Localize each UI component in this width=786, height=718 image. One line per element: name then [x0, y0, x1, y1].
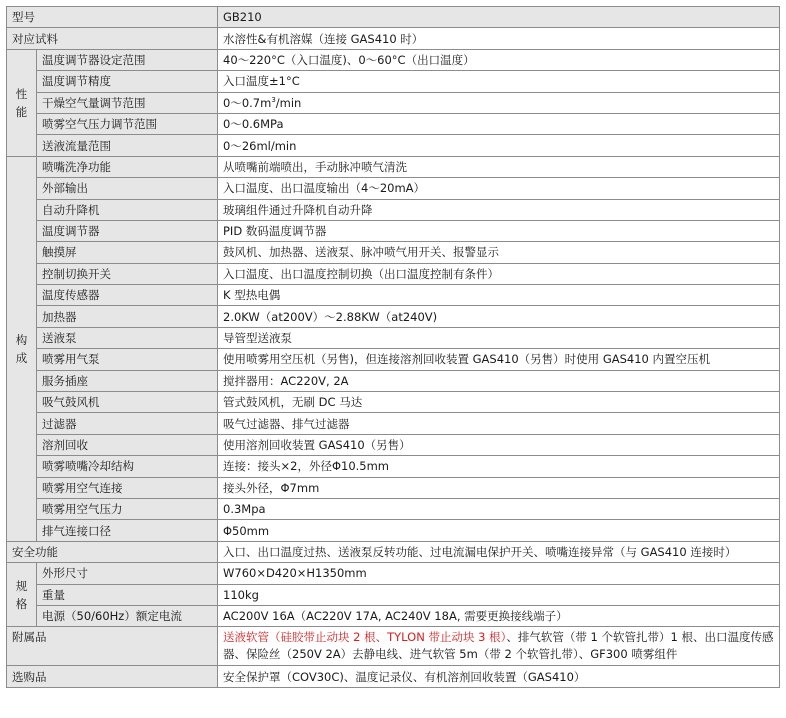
- row-value: 鼓风机、加热器、送液泵、脉冲喷气用开关、报警显示: [218, 242, 780, 263]
- row-value: 40～220°C（入口温度)、0～60°C（出口温度）: [218, 49, 780, 70]
- table-row: [7, 413, 780, 434]
- row-value-sup: 3: [271, 95, 276, 104]
- row-label: 自动升降机: [37, 199, 218, 220]
- table-row: [7, 563, 780, 584]
- row-label: 电源（50/60Hz）额定电流: [37, 605, 218, 626]
- safety-label: 安全功能: [7, 541, 218, 562]
- row-label: 温度调节器: [37, 220, 218, 241]
- group-char: 性: [15, 86, 28, 101]
- table-row: [7, 220, 780, 241]
- group-char: 格: [15, 596, 28, 611]
- row-accessories: [7, 627, 780, 666]
- options-label: 选购品: [7, 666, 218, 687]
- row-label: 喷雾空气压力调节范围: [37, 113, 218, 134]
- model-label: 型号: [7, 7, 218, 28]
- table-row: [7, 113, 780, 134]
- group-char: 成: [15, 350, 28, 365]
- row-value: 玻璃组件通过升降机自动升降: [218, 199, 780, 220]
- row-reagent: [7, 28, 780, 49]
- row-label: 过滤器: [37, 413, 218, 434]
- reagent-label: 对应试料: [7, 28, 218, 49]
- table-row: [7, 306, 780, 327]
- specs-group-label: [7, 563, 37, 627]
- row-value: 使用喷雾用空压机（另售)，但连接溶剂回收装置 GAS410（另售）时使用 GAS410 内置空压机: [218, 349, 780, 370]
- table-row: [7, 370, 780, 391]
- row-value: 0～26ml/min: [218, 135, 780, 156]
- row-value: [218, 92, 780, 113]
- table-row: [7, 263, 780, 284]
- table-row: [7, 477, 780, 498]
- performance-group-label: [7, 49, 37, 156]
- options-value: 安全保护罩（COV30C)、温度记录仪、有机溶剂回收装置（GAS410）: [218, 666, 780, 687]
- row-options: [7, 666, 780, 687]
- row-value: 使用溶剂回收装置 GAS410（另售）: [218, 434, 780, 455]
- row-label: 加热器: [37, 306, 218, 327]
- row-label: 温度调节器设定范围: [37, 49, 218, 70]
- row-label: 喷雾用空气压力: [37, 498, 218, 519]
- row-value: 2.0KW（at200V）～2.88KW（at240V): [218, 306, 780, 327]
- row-label: 外部输出: [37, 178, 218, 199]
- row-label: 喷雾用空气连接: [37, 477, 218, 498]
- group-char: 构: [15, 332, 28, 347]
- safety-value: 入口、出口温度过热、送液泵反转功能、过电流漏电保护开关、喷嘴连接异常（与 GAS410 连接时）: [218, 541, 780, 562]
- reagent-value: 水溶性&有机溶媒（连接 GAS410 时）: [218, 28, 780, 49]
- table-row: [7, 498, 780, 519]
- table-row: [7, 584, 780, 605]
- row-label: 送液流量范围: [37, 135, 218, 156]
- row-value: 吸气过滤器、排气过滤器: [218, 413, 780, 434]
- row-safety: [7, 541, 780, 562]
- row-label: 服务插座: [37, 370, 218, 391]
- row-value: 搅拌器用：AC220V, 2A: [218, 370, 780, 391]
- row-value: 0～0.6MPa: [218, 113, 780, 134]
- table-row: [7, 392, 780, 413]
- table-row: [7, 71, 780, 92]
- row-value-suffix: /min: [275, 95, 302, 110]
- row-label: 喷雾用气泵: [37, 349, 218, 370]
- row-value: 连接：接头×2，外径Φ10.5mm: [218, 456, 780, 477]
- table-row: [7, 156, 780, 177]
- row-label: 送液泵: [37, 327, 218, 348]
- accessories-label: 附属品: [7, 627, 218, 666]
- spec-table: [6, 6, 780, 688]
- table-row: [7, 605, 780, 626]
- row-label: 干燥空气量调节范围: [37, 92, 218, 113]
- structure-group-label: [7, 156, 37, 541]
- accessories-value: [218, 627, 780, 666]
- group-char: 能: [15, 104, 28, 119]
- row-label: 控制切换开关: [37, 263, 218, 284]
- row-value: 接头外径，Φ7mm: [218, 477, 780, 498]
- row-value-main: 0～0.7m: [223, 95, 272, 110]
- row-label: 喷雾喷嘴冷却结构: [37, 456, 218, 477]
- table-row: [7, 199, 780, 220]
- row-value: 110kg: [218, 584, 780, 605]
- row-value: Φ50mm: [218, 520, 780, 541]
- row-value: 从喷嘴前端喷出，手动脉冲喷气清洗: [218, 156, 780, 177]
- row-label: 喷嘴洗净功能: [37, 156, 218, 177]
- row-label: 排气连接口径: [37, 520, 218, 541]
- table-row: [7, 242, 780, 263]
- accessories-value-red: 送液软管（硅胶带止动块 2 根、TYLON 带止动块 3 根）: [223, 630, 507, 645]
- row-label: 吸气鼓风机: [37, 392, 218, 413]
- row-label: 外形尺寸: [37, 563, 218, 584]
- model-value: GB210: [218, 7, 780, 28]
- table-row: [7, 456, 780, 477]
- table-row: [7, 349, 780, 370]
- table-row: [7, 327, 780, 348]
- row-value: AC200V 16A（AC220V 17A, AC240V 18A, 需要更换接线端子）: [218, 605, 780, 626]
- row-value: 入口温度、出口温度输出（4～20mA）: [218, 178, 780, 199]
- row-label: 温度调节精度: [37, 71, 218, 92]
- row-value: W760×D420×H1350mm: [218, 563, 780, 584]
- accessories-value-rest: 、排气软管（带 1 个软管扎带）1 根、出口温度传感器、保险丝（250V 2A）去静电线、进气软管 5m（带 2 个软管扎带）、GF300 喷雾组件: [223, 630, 774, 662]
- row-value: 导管型送液泵: [218, 327, 780, 348]
- table-row: [7, 178, 780, 199]
- table-row: [7, 92, 780, 113]
- table-row: [7, 135, 780, 156]
- table-row: [7, 520, 780, 541]
- row-value: 入口温度、出口温度控制切换（出口温度控制有条件）: [218, 263, 780, 284]
- row-label: 温度传感器: [37, 285, 218, 306]
- table-row: [7, 49, 780, 70]
- row-model: [7, 7, 780, 28]
- row-value: K 型热电偶: [218, 285, 780, 306]
- group-char: 规: [15, 578, 28, 593]
- row-value: 0.3Mpa: [218, 498, 780, 519]
- row-value: 入口温度±1°C: [218, 71, 780, 92]
- row-label: 溶剂回收: [37, 434, 218, 455]
- row-value: PID 数码温度调节器: [218, 220, 780, 241]
- table-row: [7, 285, 780, 306]
- row-label: 触摸屏: [37, 242, 218, 263]
- row-label: 重量: [37, 584, 218, 605]
- row-value: 管式鼓风机，无刷 DC 马达: [218, 392, 780, 413]
- table-row: [7, 434, 780, 455]
